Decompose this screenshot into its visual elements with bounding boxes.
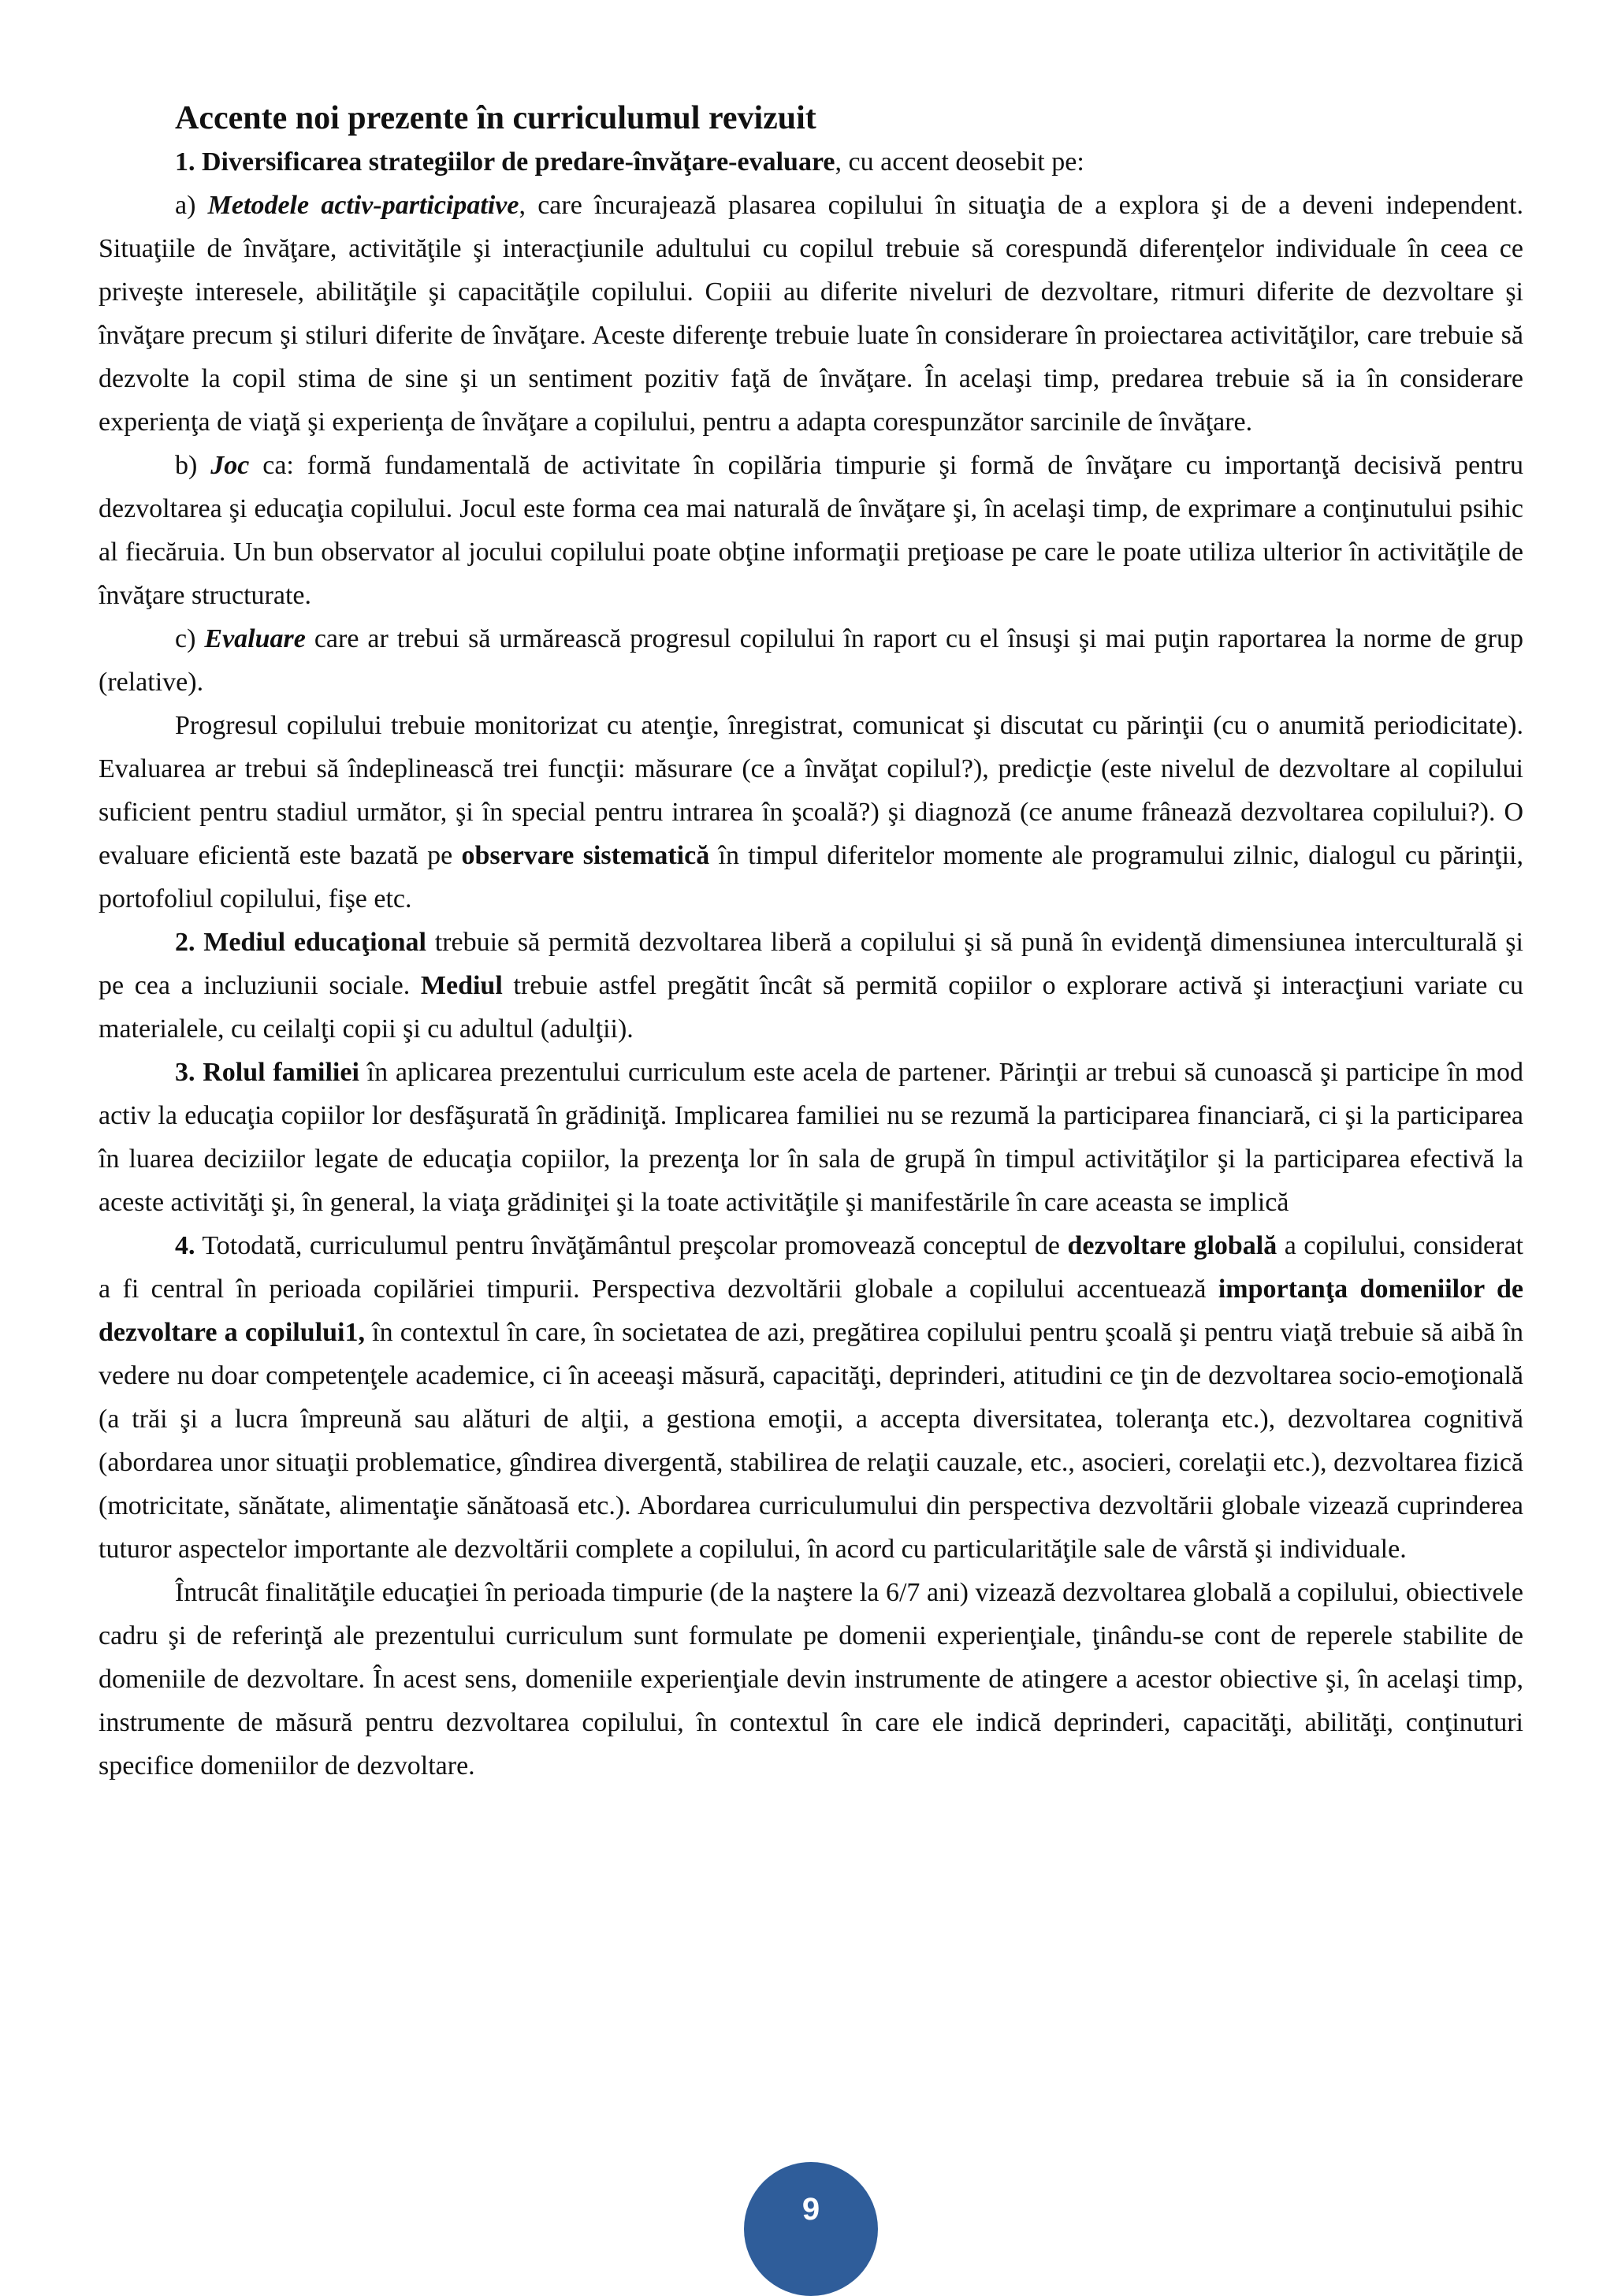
global-development-text-2: a copilului, considerat a fi central în perioada copilăriei timpurii. Perspectiva dezvoltării globale a copilului accentuează xyxy=(99,1231,1523,1304)
page-number-badge: 9 xyxy=(744,2162,878,2296)
document-body xyxy=(99,96,1523,1788)
paragraph-family-role xyxy=(99,1051,1523,1224)
paragraph-global-development xyxy=(99,1224,1523,1571)
term-global-development: dezvoltare globală xyxy=(1067,1231,1277,1260)
term-active-methods: Metodele activ-participative xyxy=(207,191,519,220)
paragraph-active-methods xyxy=(99,184,1523,444)
term-development-domains: importanţa domeniilor de dezvoltare a copilului1, xyxy=(99,1275,1523,1347)
environment-text-2: trebuie astfel pregătit încât să permită copiilor o explorare activă şi interacţiuni variate cu materialele, cu ceilalţi copii şi cu adultul (adulţii). xyxy=(99,971,1524,1044)
progress-text-1: Progresul copilului trebuie monitorizat cu atenţie, înregistrat, comunicat şi discutat cu părinţii (cu o anumită periodicitate). Evaluarea ar trebui să îndeplinească trei funcţii: măsurare (ce a învăţat copilul?), predicţie (este nivelul de dezvoltare al copilului suficient pentru stadiul următor, şi în special pentru intrarea în şcoală?) şi diagnoză (ce anume frânează dezvoltarea copilului?). O evaluare eficientă este bazată pe xyxy=(99,711,1523,870)
final-text: Întrucât finalităţile educaţiei în perioada timpurie (de la naştere la 6/7 ani) vizează dezvoltarea globală a copilului, obiectivele cadru şi de referinţă ale prezentului curriculum sunt formulate pe domenii experienţiale, ţinându-se cont de reperele stabilite de domeniile de dezvoltare. În acest sens, domeniile experienţiale devin instrumente de atingere a acestor obiective şi, în acelaşi timp, instrumente de măsură pentru dezvoltarea copilului, în contextul în care ele indică deprinderi, capacităţi, abilităţi, conţinuturi specifice domeniilor de dezvoltare. xyxy=(99,1578,1523,1781)
paragraph-evaluation xyxy=(99,617,1523,704)
strategy-number: 1. xyxy=(175,147,195,177)
strategy-heading: Diversificarea strategiilor de predare-învăţare-evaluare xyxy=(202,147,835,177)
term-evaluation: Evaluare xyxy=(204,624,306,653)
paragraph-final xyxy=(99,1571,1523,1788)
term-environment: Mediul xyxy=(420,971,503,1000)
active-methods-text: , care încurajează plasarea copilului în situaţia de a explora şi de a deveni independent. Situaţiile de învăţare, activităţile şi interacţiunile adultului cu copilul trebuie să corespundă diferenţelor individuale în ceea ce priveşte interesele, abilităţile şi capacităţile copilului. Copiii au diferite niveluri de dezvoltare, ritmuri diferite de dezvoltare şi învăţare precum şi stiluri diferite de învăţare. Aceste diferenţe trebuie luate în considerare în proiectarea activităţilor, care trebuie să dezvolte la copil stima de sine şi un sentiment pozitiv faţă de învăţare. În acelaşi timp, predarea trebuie să ia în considerare experienţa de viaţă şi experienţa de învăţare a copilului, pentru a adapta corespunzător sarcinile de învăţare. xyxy=(99,191,1523,437)
global-development-text-1: Totodată, curriculumul pentru învăţământul preşcolar promovează conceptul de xyxy=(195,1231,1068,1260)
global-development-text-3: în contextul în care, în societatea de azi, pregătirea copilului pentru şcoală şi pentru viaţă trebuie să aibă în vedere nu doar competenţele academice, ci în aceeaşi măsură, capacităţi, deprinderi, atitudini ce ţin de dezvoltarea socio-emoţională (a trăi şi a lucra împreună sau alături de alţii, a gestiona emoţii, a accepta diversitatea, toleranţa etc.), dezvoltarea cognitivă (abordarea unor situaţii problematice, gîndirea divergentă, stabilirea de relaţii cauzale, etc., asocieri, corelaţii etc.), dezvoltarea fizică (motricitate, sănătate, alimentaţie sănătoasă etc.). Abordarea curriculumului din perspectiva dezvoltării globale vizează cuprinderea tuturor aspectelor importante ale dezvoltării complete a copilului, în acord cu particularităţile sale de vârstă şi individuale. xyxy=(99,1318,1524,1564)
paragraph-educational-environment xyxy=(99,921,1523,1051)
item-letter-b: b) xyxy=(175,451,211,480)
term-systematic-observation: observare sistematică xyxy=(461,841,710,870)
paragraph-play xyxy=(99,444,1523,617)
term-play: Joc xyxy=(210,451,250,480)
term-family-role: 3. Rolul familiei xyxy=(175,1058,359,1087)
strategy-heading-paragraph xyxy=(99,140,1523,184)
strategy-heading-rest: , cu accent deosebit pe: xyxy=(835,147,1084,177)
play-text: ca: formă fundamentală de activitate în copilăria timpurie şi formă de învăţare cu importanţă decisivă pentru dezvoltarea şi educaţia copilului. Jocul este forma cea mai naturală de învăţare şi, în acelaşi timp, de exprimare a conţinutului psihic al fiecăruia. Un bun observator al jocului copilului poate obţine informaţii preţioase pe care le poate utiliza ulterior în activităţile de învăţare structurate. xyxy=(99,451,1523,610)
item-letter-a: a) xyxy=(175,191,208,220)
environment-text-1: trebuie să permită dezvoltarea liberă a copilului şi să pună în evidenţă dimensiunea interculturală şi pe cea a incluziunii sociale. xyxy=(99,928,1523,1000)
item-letter-c: c) xyxy=(175,624,205,653)
section-title: Accente noi prezente în curriculumul revizuit xyxy=(175,100,816,136)
progress-text-2: în timpul diferitelor momente ale programului zilnic, dialogul cu părinţii, portofoliul copilului, fişe etc. xyxy=(99,841,1523,914)
paragraph-progress xyxy=(99,704,1523,921)
item-number-4: 4. xyxy=(175,1231,195,1260)
term-educational-environment: 2. Mediul educaţional xyxy=(175,928,426,957)
family-role-text: în aplicarea prezentului curriculum este acela de partener. Părinţii ar trebui să cunoască şi participe în mod activ la educaţia copiilor lor desfăşurată în grădiniţă. Implicarea familiei nu se rezumă la participarea financiară, ci şi la participarea în luarea deciziilor legate de educaţia copiilor, la prezenţa lor în sala de grupă în timpul activităţilor şi la participarea efectivă la aceste activităţi şi, în general, la viaţa grădiniţei şi la toate activităţile şi manifestările în care aceasta se implică xyxy=(99,1058,1523,1217)
evaluation-text: care ar trebui să urmărească progresul copilului în raport cu el însuşi şi mai puţin raportarea la norme de grup (relative). xyxy=(99,624,1523,697)
